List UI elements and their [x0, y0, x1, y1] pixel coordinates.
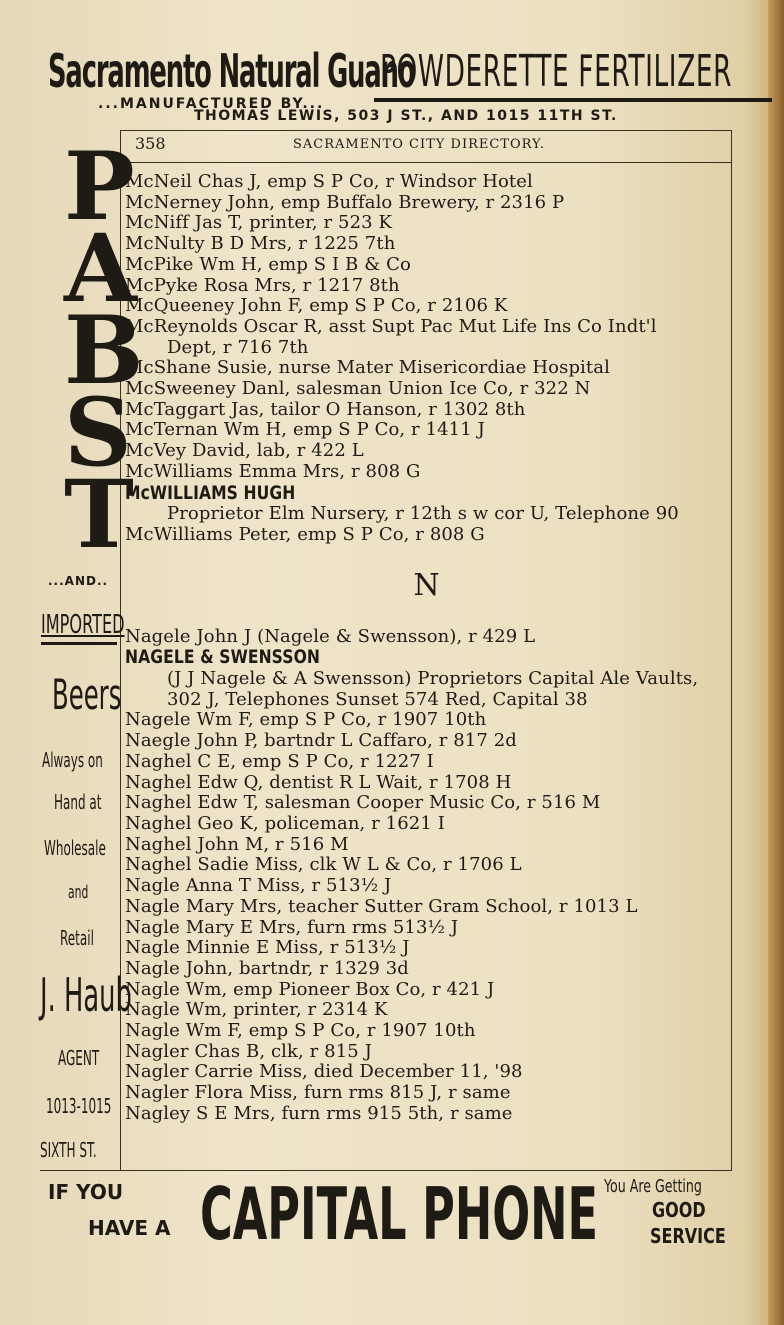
directory-entry-bold: NAGELE & SWENSSON (J J Nagele & A Swensson) Proprietors Capital Ale Vaults, 302 J, Telephones Sunset 574 Red, Capital 38	[125, 647, 730, 710]
entry-continuation: 302 J, Telephones Sunset 574 Red, Capital 38	[167, 688, 588, 710]
frame-top-rule	[120, 130, 732, 131]
sidebar-imported: IMPORTED	[41, 610, 125, 640]
directory-entry: McPike Wm H, emp S I B & Co	[125, 253, 411, 275]
sidebar-wholesale: Wholesale	[44, 836, 106, 860]
sidebar-and-2: and	[68, 882, 89, 903]
ad-capital-phone: CAPITAL PHONE	[200, 1172, 599, 1256]
ad-manufacturer-address: THOMAS LEWIS, 503 J ST., AND 1015 11TH ST.	[194, 108, 618, 124]
directory-entry: Nagle Anna T Miss, r 513½ J	[125, 875, 392, 897]
directory-entry: Nagle Minnie E Miss, r 513½ J	[125, 937, 410, 959]
sidebar-rule	[41, 642, 117, 645]
sidebar-street: SIXTH ST.	[40, 1138, 97, 1162]
pabst-letter: P	[64, 132, 135, 242]
sidebar-and: ...AND..	[48, 574, 109, 588]
directory-entry: McSweeney Danl, salesman Union Ice Co, r 322 N	[125, 378, 591, 400]
directory-entry: McNulty B D Mrs, r 1225 7th	[125, 233, 396, 255]
sidebar-agent: AGENT	[58, 1046, 100, 1070]
ad-rule	[374, 98, 772, 102]
entry-continuation: Proprietor Elm Nursery, r 12th s w cor U, Telephone 90	[167, 503, 679, 525]
bottom-advertisement	[40, 1172, 740, 1256]
sidebar-advertisement	[30, 130, 144, 1170]
directory-entries	[125, 172, 730, 1125]
ad-you-are-getting: You Are Getting	[604, 1176, 702, 1197]
ad-service: SERVICE	[650, 1224, 726, 1248]
section-letter-n: N	[413, 567, 442, 603]
ad-fertilizer-title: POWDERETTE FERTILIZER	[380, 46, 733, 97]
top-advertisement	[48, 40, 738, 130]
sidebar-retail: Retail	[60, 926, 94, 950]
page-number: 358	[135, 134, 166, 153]
sidebar-beers: Beers	[52, 670, 122, 719]
frame-right-rule	[731, 130, 732, 1170]
ad-if-you: IF YOU	[48, 1180, 124, 1204]
directory-entry: Nagle Mary Mrs, teacher Sutter Gram School, r 1013 L	[125, 895, 638, 917]
directory-entry: Nagle John, bartndr, r 1329 3d	[125, 957, 409, 979]
directory-entry: McNiff Jas T, printer, r 523 K	[125, 212, 393, 234]
directory-entry: Nagler Flora Miss, furn rms 815 J, r same	[125, 1082, 511, 1104]
ad-manufactured-by: ...MANUFACTURED BY...	[98, 96, 325, 112]
header-rule	[121, 162, 731, 163]
directory-entry: Nagle Mary E Mrs, furn rms 513½ J	[125, 916, 459, 938]
directory-entry: Nagley S E Mrs, furn rms 915 5th, r same	[125, 1102, 513, 1124]
directory-entry: McShane Susie, nurse Mater Misericordiae Hospital	[125, 357, 610, 379]
directory-entry: McTernan Wm H, emp S P Co, r 1411 J	[125, 419, 485, 441]
sidebar-agent-name: J. Haub	[40, 968, 132, 1022]
pabst-letter: S	[64, 378, 132, 488]
sidebar-address: 1013-1015	[46, 1094, 112, 1118]
directory-entry: McQueeney John F, emp S P Co, r 2106 K	[125, 295, 508, 317]
directory-entry: Naghel Edw T, salesman Cooper Music Co, r 516 M	[125, 792, 601, 814]
directory-entry: McVey David, lab, r 422 L	[125, 440, 364, 462]
directory-entry: Nagle Wm F, emp S P Co, r 1907 10th	[125, 1020, 476, 1042]
entries-n-section	[125, 627, 730, 1125]
directory-entry: Naghel Sadie Miss, clk W L & Co, r 1706 L	[125, 854, 522, 876]
directory-entry: Naghel C E, emp S P Co, r 1227 I	[125, 750, 434, 772]
sidebar-always-on: Always on	[42, 748, 103, 772]
sidebar-hand-at: Hand at	[54, 790, 102, 814]
directory-entry: McNerney John, emp Buffalo Brewery, r 2316 P	[125, 191, 565, 213]
directory-entry: Nagle Wm, emp Pioneer Box Co, r 421 J	[125, 978, 495, 1000]
directory-entry-bold: McWILLIAMS HUGH Proprietor Elm Nursery, r 12th s w cor U, Telephone 90	[125, 483, 730, 525]
directory-entry: McTaggart Jas, tailor O Hanson, r 1302 8th	[125, 398, 526, 420]
directory-entry: Naghel Edw Q, dentist R L Wait, r 1708 H	[125, 771, 512, 793]
directory-entry: McWilliams Peter, emp S P Co, r 808 G	[125, 523, 485, 545]
entry-continuation: (J J Nagele & A Swensson) Proprietors Capital Ale Vaults,	[167, 668, 699, 690]
pabst-letter: T	[64, 460, 134, 570]
directory-entry: Nagler Chas B, clk, r 815 J	[125, 1040, 372, 1062]
running-title: SACRAMENTO CITY DIRECTORY.	[293, 137, 546, 152]
entry-continuation: Dept, r 716 7th	[167, 336, 309, 358]
book-spine-edge	[768, 0, 784, 1325]
directory-entry: McPyke Rosa Mrs, r 1217 8th	[125, 274, 400, 296]
directory-entry: McWilliams Emma Mrs, r 808 G	[125, 460, 421, 482]
directory-entry: Nagler Carrie Miss, died December 11, '98	[125, 1061, 523, 1083]
pabst-letter: A	[64, 214, 137, 324]
directory-entry: Naghel Geo K, policeman, r 1621 I	[125, 812, 445, 834]
directory-entry: Nagele John J (Nagele & Swensson), r 429 L	[125, 625, 536, 647]
directory-entry: Naegle John P, bartndr L Caffaro, r 817 2d	[125, 730, 517, 752]
entries-m-section	[125, 172, 730, 546]
directory-entry: McNeil Chas J, emp S P Co, r Windsor Hotel	[125, 171, 533, 192]
pabst-letter: B	[64, 296, 144, 406]
frame-bottom-rule	[40, 1170, 732, 1171]
ad-guano-title: Sacramento Natural Guano	[48, 44, 415, 98]
directory-entry: McReynolds Oscar R, asst Supt Pac Mut Life Ins Co Indt'l Dept, r 716 7th	[125, 317, 730, 358]
ad-have-a: HAVE A	[88, 1216, 171, 1240]
directory-entry: Nagele Wm F, emp S P Co, r 1907 10th	[125, 709, 487, 731]
directory-entry: Nagle Wm, printer, r 2314 K	[125, 999, 388, 1021]
ad-good: GOOD	[652, 1198, 706, 1222]
directory-entry: Naghel John M, r 516 M	[125, 833, 349, 855]
